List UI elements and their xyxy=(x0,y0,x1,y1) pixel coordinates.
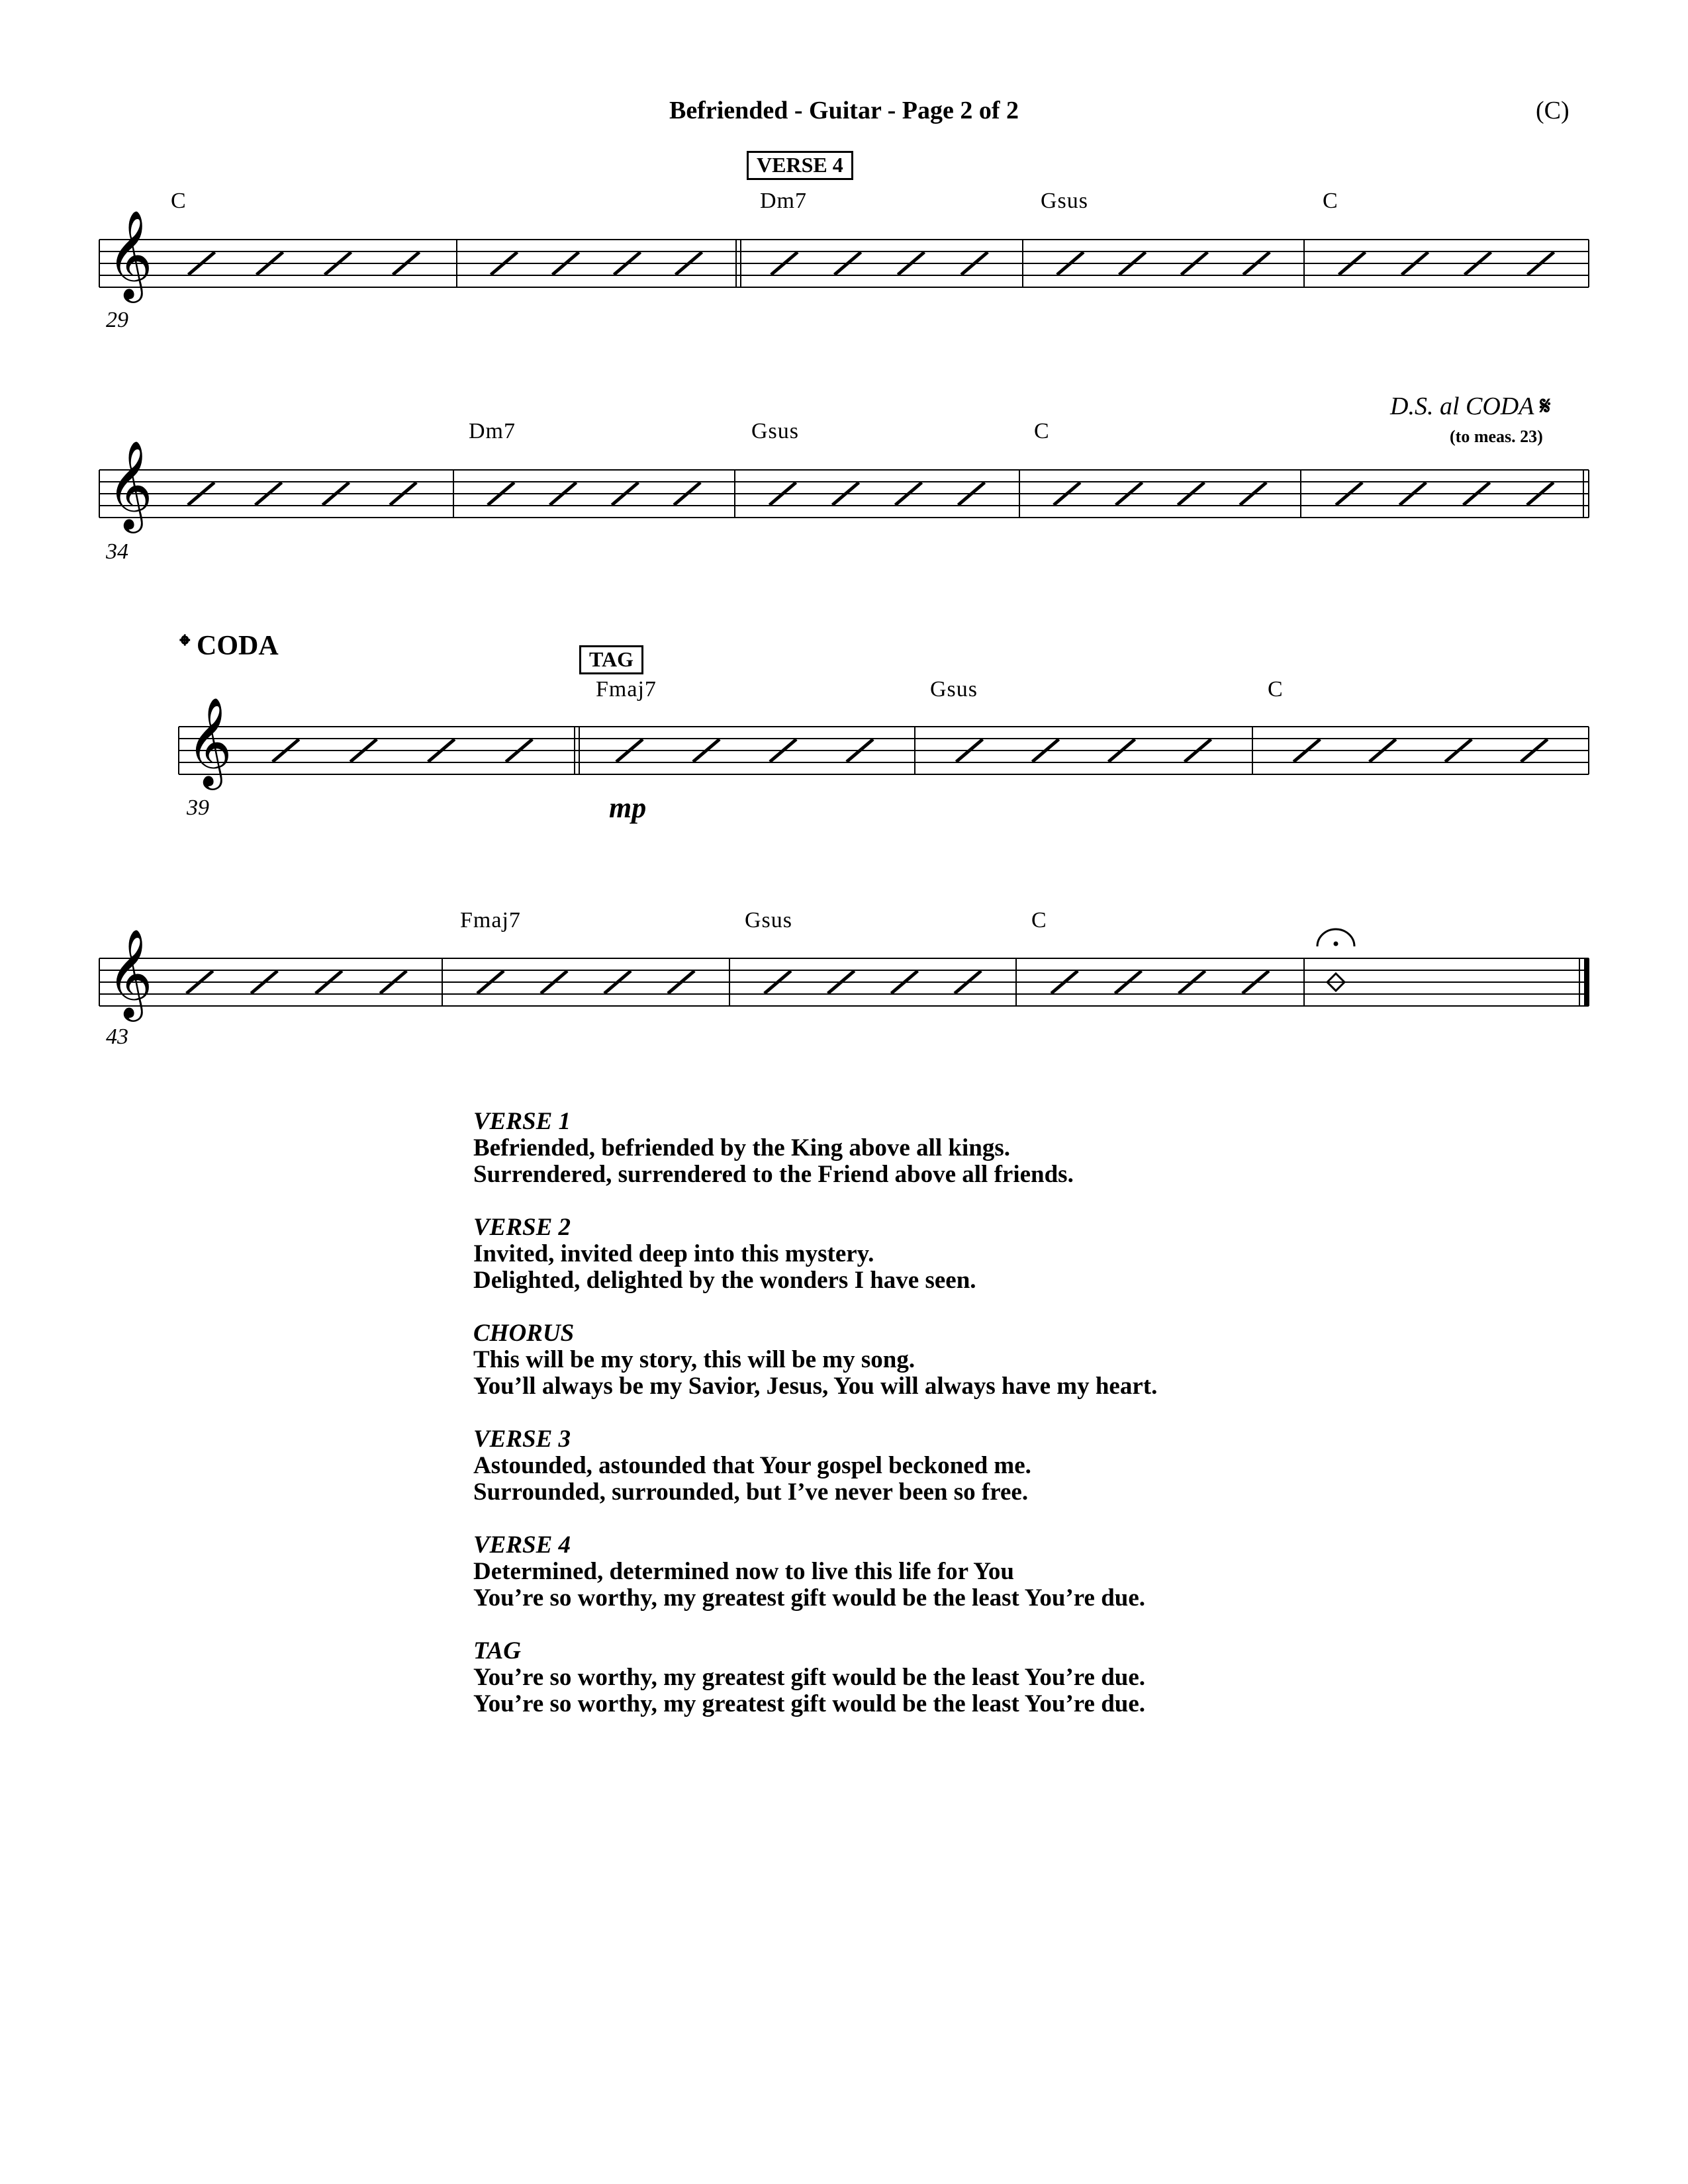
lyrics-line: Astounded, astounded that Your gospel beckoned me. xyxy=(473,1452,1031,1479)
lyrics-line: You’re so worthy, my greatest gift would be the least You’re due. xyxy=(473,1690,1146,1717)
treble-clef-icon: 𝄞 xyxy=(107,929,153,1018)
lyrics-line: Invited, invited deep into this mystery. xyxy=(473,1240,874,1267)
lyrics-line: Befriended, befriended by the King above all kings. xyxy=(473,1134,1010,1161)
treble-clef-icon: 𝄞 xyxy=(107,440,153,529)
lyrics-heading: VERSE 1 xyxy=(473,1108,571,1135)
section-label-verse-4: VERSE 4 xyxy=(747,151,853,180)
chord-symbol: C xyxy=(1268,677,1284,702)
lyrics-line: You’re so worthy, my greatest gift would be the least You’re due. xyxy=(473,1584,1146,1612)
dynamic-mp: mp xyxy=(609,792,647,824)
ds-measure-note: (to meas. 23) xyxy=(1450,427,1543,446)
key-label: (C) xyxy=(1536,97,1570,124)
chord-symbol: C xyxy=(1323,189,1338,213)
lyrics-section xyxy=(473,1214,1400,1294)
measure-number: 39 xyxy=(187,796,209,820)
chord-symbol: Dm7 xyxy=(760,189,807,213)
coda-marking: 𝄌 CODA xyxy=(180,631,279,661)
lyrics-heading: VERSE 2 xyxy=(473,1214,571,1241)
lyrics-line: Delighted, delighted by the wonders I have seen. xyxy=(473,1267,976,1294)
lyrics-heading: TAG xyxy=(473,1637,521,1664)
lyrics-line: You’re so worthy, my greatest gift would be the least You’re due. xyxy=(473,1664,1146,1691)
lyrics-line: Determined, determined now to live this life for You xyxy=(473,1558,1014,1585)
coda-icon: 𝄌 xyxy=(180,631,190,661)
measure-number: 34 xyxy=(106,539,128,564)
chord-symbol: Fmaj7 xyxy=(596,677,657,702)
chord-symbol: Gsus xyxy=(1041,189,1089,213)
lyrics-section xyxy=(473,1109,1400,1188)
lyrics-block xyxy=(473,1109,1400,1744)
treble-clef-icon: 𝄞 xyxy=(187,697,232,786)
chord-symbol: Gsus xyxy=(930,677,978,702)
chord-symbol: Gsus xyxy=(745,908,793,933)
chord-symbol: Gsus xyxy=(751,419,800,443)
lyrics-line: Surrounded, surrounded, but I’ve never been so free. xyxy=(473,1479,1029,1506)
lyrics-heading: VERSE 4 xyxy=(473,1531,571,1559)
lyrics-section xyxy=(473,1426,1400,1506)
chord-symbol: Dm7 xyxy=(469,419,516,443)
lyrics-section xyxy=(473,1638,1400,1717)
measure-number: 43 xyxy=(106,1024,128,1049)
chord-symbol: C xyxy=(1031,908,1047,933)
lyrics-section xyxy=(473,1320,1400,1400)
ds-al-coda: D.S. al CODA 𝄋 xyxy=(1390,392,1551,420)
section-label-tag: TAG xyxy=(579,645,643,674)
lyrics-line: This will be my story, this will be my song. xyxy=(473,1346,915,1373)
measure-number: 29 xyxy=(106,308,128,332)
page-title: Befriended - Guitar - Page 2 of 2 xyxy=(669,97,1019,124)
fermata-dot xyxy=(1334,942,1338,946)
lyrics-line: Surrendered, surrendered to the Friend above all friends. xyxy=(473,1161,1074,1188)
final-barline xyxy=(1584,958,1589,1006)
treble-clef-icon: 𝄞 xyxy=(107,210,153,299)
segno-icon: 𝄋 xyxy=(1540,392,1551,420)
lyrics-heading: CHORUS xyxy=(473,1320,575,1347)
lyrics-section xyxy=(473,1532,1400,1612)
chord-symbol: C xyxy=(1034,419,1050,443)
chord-symbol: C xyxy=(171,189,187,213)
chord-symbol: Fmaj7 xyxy=(460,908,521,933)
lyrics-line: You’ll always be my Savior, Jesus, You will always have my heart. xyxy=(473,1373,1158,1400)
lyrics-heading: VERSE 3 xyxy=(473,1426,571,1453)
